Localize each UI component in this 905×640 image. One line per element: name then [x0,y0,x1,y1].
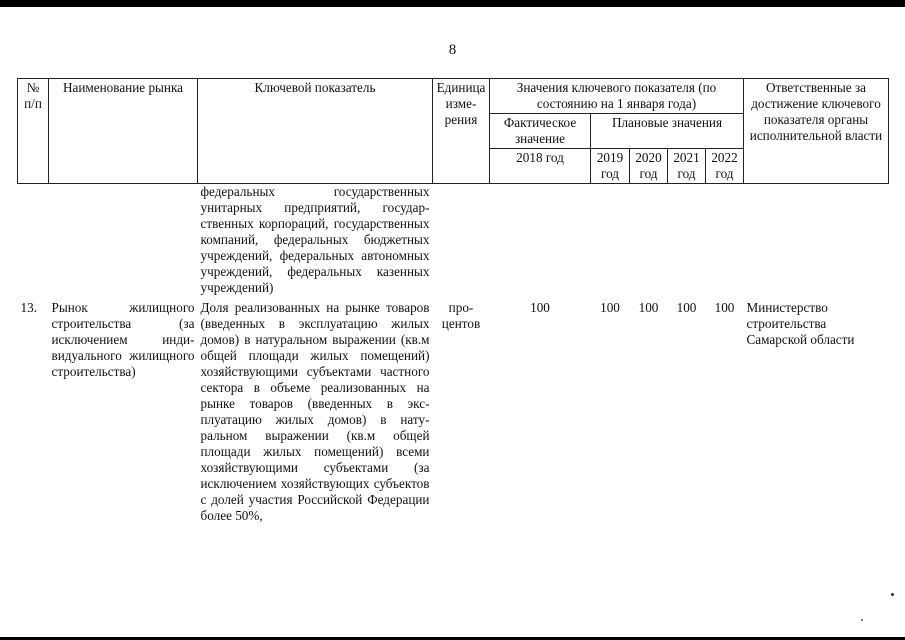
row-market: Рынок жилищного строительства (за исключением индивидуального жилищного строительства) [51,300,195,379]
header-year-2022: 2022 год [706,149,744,184]
header-year-2019: 2019 год [591,149,630,184]
table-row [18,300,889,524]
row-value-2022: 100 [714,300,735,315]
continuation-row [18,184,889,297]
top-border [0,0,905,7]
header-planned: Плановые значения [591,114,744,149]
row-indicator: Доля реализованных на рынке товаров (введенных в эксплуатацию жилых домов) в натуральном выражении (кв.м общей площади жилых помещений) хозяйствующими субъектами частного сектора в объеме реализованных на рынке товаров (введенных в эксплуатацию жилых домов) в натуральном выражении (кв.м общей площади жилых помещений) всеми хозяйствующими субъектами (за исключением хозяйствующих субъектов с долей участия Российской Федерации более 50%, [200,300,430,523]
row-responsible: Министерство строительства Самарской области [746,300,855,347]
row-value-2020: 100 [638,300,659,315]
header-year-2018: 2018 год [490,149,591,184]
row-value-2021: 100 [676,300,697,315]
scan-speck [891,593,894,596]
indicators-table [17,78,889,524]
header-year-2021: 2021 год [668,149,706,184]
header-actual: Фактическое значение [490,114,591,149]
scan-speck [861,619,863,621]
header-market: Наименование рынка [49,79,198,184]
header-year-2020: 2020 год [630,149,668,184]
header-indicator: Ключевой показатель [198,79,433,184]
header-num: № п/п [18,79,49,184]
row-number: 13. [20,300,37,315]
header-values: Значения ключевого показателя (по состоянию на 1 января года) [490,79,744,114]
row-unit: процентов [441,300,481,331]
page-number: 8 [448,42,457,58]
row-value-2019: 100 [600,300,620,315]
continuation-indicator-text: федеральных государственных унитарных предприятий, государственных корпораций, государственных компаний, федеральных бюджетных учреждений, федеральных автономных учреждений, федеральных казенных учреждений) [200,184,430,295]
header-unit: Единица измерения [433,79,490,184]
header-responsible: Ответственные за достижение ключевого показателя органы исполнительной власти [744,79,889,184]
row-value-2018: 100 [530,300,550,315]
